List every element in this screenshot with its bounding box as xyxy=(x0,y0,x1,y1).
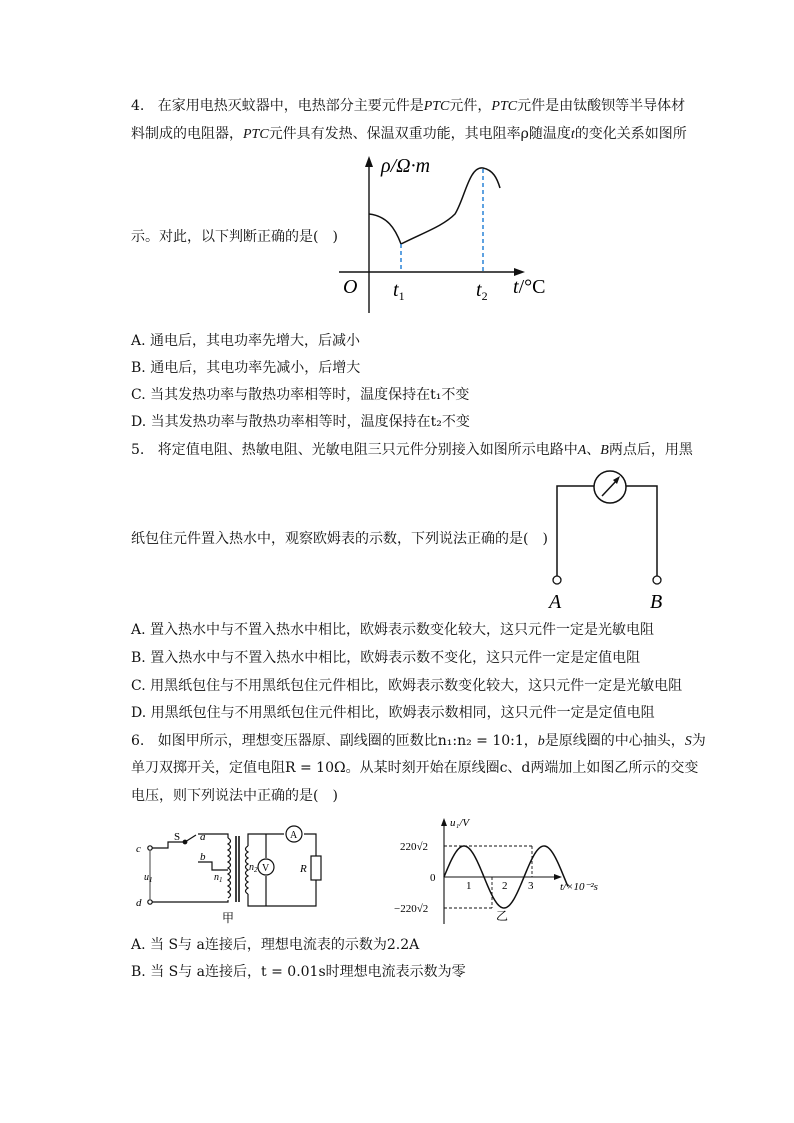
label-u1: $u_1$ xyxy=(144,872,153,884)
label-r: R xyxy=(300,863,307,875)
q5-option-c: C. 用黑纸包住与不用黑纸包住元件相比，欧姆表示数变化较大，这只元件一定是光敏电阻 xyxy=(131,678,683,694)
t-axis-label: t/×10⁻²s xyxy=(560,881,598,893)
transformer-circuit-figure xyxy=(128,820,328,928)
q4-number: 4. xyxy=(131,98,145,114)
q4-line-1: 4. 在家用电热灭蚊器中，电热部分主要元件是PTC元件，PTC元件是由钛酸钡等半导体材 xyxy=(131,98,686,114)
ymax-label: 220√2 xyxy=(400,841,429,853)
label-s: S xyxy=(174,831,181,843)
q5-option-b: B. 置入热水中与不置入热水中相比，欧姆表示数不变化，这只元件一定是定值电阻 xyxy=(131,650,641,666)
t2-label: $t_2$ xyxy=(476,279,488,303)
q5-line-2: 纸包住元件置入热水中，观察欧姆表的示数，下列说法正确的是( ) xyxy=(131,531,548,547)
wire-ammeter-to-resistor xyxy=(304,834,316,858)
u-axis-arrow xyxy=(441,818,447,826)
label-c: c xyxy=(136,843,141,855)
q4-option-b: B. 通电后，其电功率先减小，后增大 xyxy=(131,360,361,376)
u-axis-label: u₁/V xyxy=(450,817,470,829)
q5-line-1: 5. 将定值电阻、热敏电阻、光敏电阻三只元件分别接入如图所示电路中A、B两点后，用黑 xyxy=(131,442,693,458)
label-n1: $n_1$ xyxy=(214,872,223,884)
q4-option-d: D. 当其发热功率与散热功率相等时，温度保持在t₂不变 xyxy=(131,414,470,430)
y-axis-label: ρ/Ω·m xyxy=(381,155,431,177)
terminal-b xyxy=(653,576,661,584)
q5-number: 5. xyxy=(131,442,145,458)
wire-b-to-coil xyxy=(198,862,228,870)
label-b: b xyxy=(200,851,206,863)
terminal-d xyxy=(148,900,152,904)
wire-secondary-bottom xyxy=(248,876,316,906)
q6-line-2: 单刀双掷开关，定值电阻R = 10Ω。从某时刻开始在原线圈c、d两端加上如图乙所示的交变 xyxy=(131,760,699,776)
y-axis-arrow xyxy=(365,156,373,167)
tick-label-1: 1 xyxy=(466,880,472,892)
resistor-r xyxy=(311,856,321,880)
x-axis-label: t/°C xyxy=(513,276,546,298)
q4-line-3: 示。对此，以下判断正确的是( ) xyxy=(131,229,338,245)
label-a: a xyxy=(200,831,206,843)
circuit-wire-right xyxy=(626,486,657,576)
label-d: d xyxy=(136,897,142,909)
ohmmeter-circuit xyxy=(540,466,670,616)
q5-option-d: D. 用黑纸包住与不用黑纸包住元件相比，欧姆表示数相同，这只元件一定是定值电阻 xyxy=(131,705,655,721)
origin-label: O xyxy=(343,276,358,298)
q6-line-3: 电压，则下列说法中正确的是( ) xyxy=(131,788,338,804)
terminal-c xyxy=(148,846,152,850)
q6-number: 6. xyxy=(131,733,145,749)
ymin-label: −220√2 xyxy=(394,903,429,915)
primary-coil xyxy=(228,838,231,898)
q4-line-2: 料制成的电阻器，PTC元件具有发热、保温双重功能，其电阻率ρ随温度t的变化关系如图所 xyxy=(131,126,687,142)
tick-label-2: 2 xyxy=(502,880,508,892)
switch-pivot xyxy=(183,840,187,844)
t-axis-arrow xyxy=(554,874,562,880)
q4-option-c: C. 当其发热功率与散热功率相等时，温度保持在t₁不变 xyxy=(131,387,470,403)
voltage-waveform-figure xyxy=(392,814,642,928)
q6-line-1: 6. 如图甲所示，理想变压器原、副线圈的匝数比n₁:n₂ = 10:1，b是原线圈的中心抽头，S为 xyxy=(131,733,706,749)
caption-jia: 甲 xyxy=(222,911,235,925)
caption-yi: 乙 xyxy=(496,909,509,923)
label-ammeter: A xyxy=(290,830,298,841)
resistivity-curve xyxy=(369,168,500,244)
circuit-wire-left xyxy=(557,486,594,576)
label-n2: $n_2$ xyxy=(249,862,258,874)
q4-option-a: A. 通电后，其电功率先增大，后减小 xyxy=(131,333,361,349)
t1-label: $t_1$ xyxy=(393,279,405,303)
label-voltmeter: V xyxy=(262,863,270,874)
q6-option-a: A. 当 S与 a连接后，理想电流表的示数为2.2A xyxy=(131,937,420,953)
x-axis-arrow xyxy=(514,268,525,276)
wire-d-to-coil xyxy=(152,900,228,902)
terminal-a-label: A xyxy=(549,591,562,613)
terminal-b-label: B xyxy=(650,591,663,613)
secondary-coil xyxy=(246,846,249,894)
ptc-resistivity-graph xyxy=(335,148,565,316)
zero-label: 0 xyxy=(430,872,436,884)
terminal-a xyxy=(553,576,561,584)
tick-label-3: 3 xyxy=(528,880,534,892)
q5-option-a: A. 置入热水中与不置入热水中相比，欧姆表示数变化较大，这只元件一定是光敏电阻 xyxy=(131,622,655,638)
q6-option-b: B. 当 S与 a连接后，t = 0.01s时理想电流表示数为零 xyxy=(131,964,466,980)
